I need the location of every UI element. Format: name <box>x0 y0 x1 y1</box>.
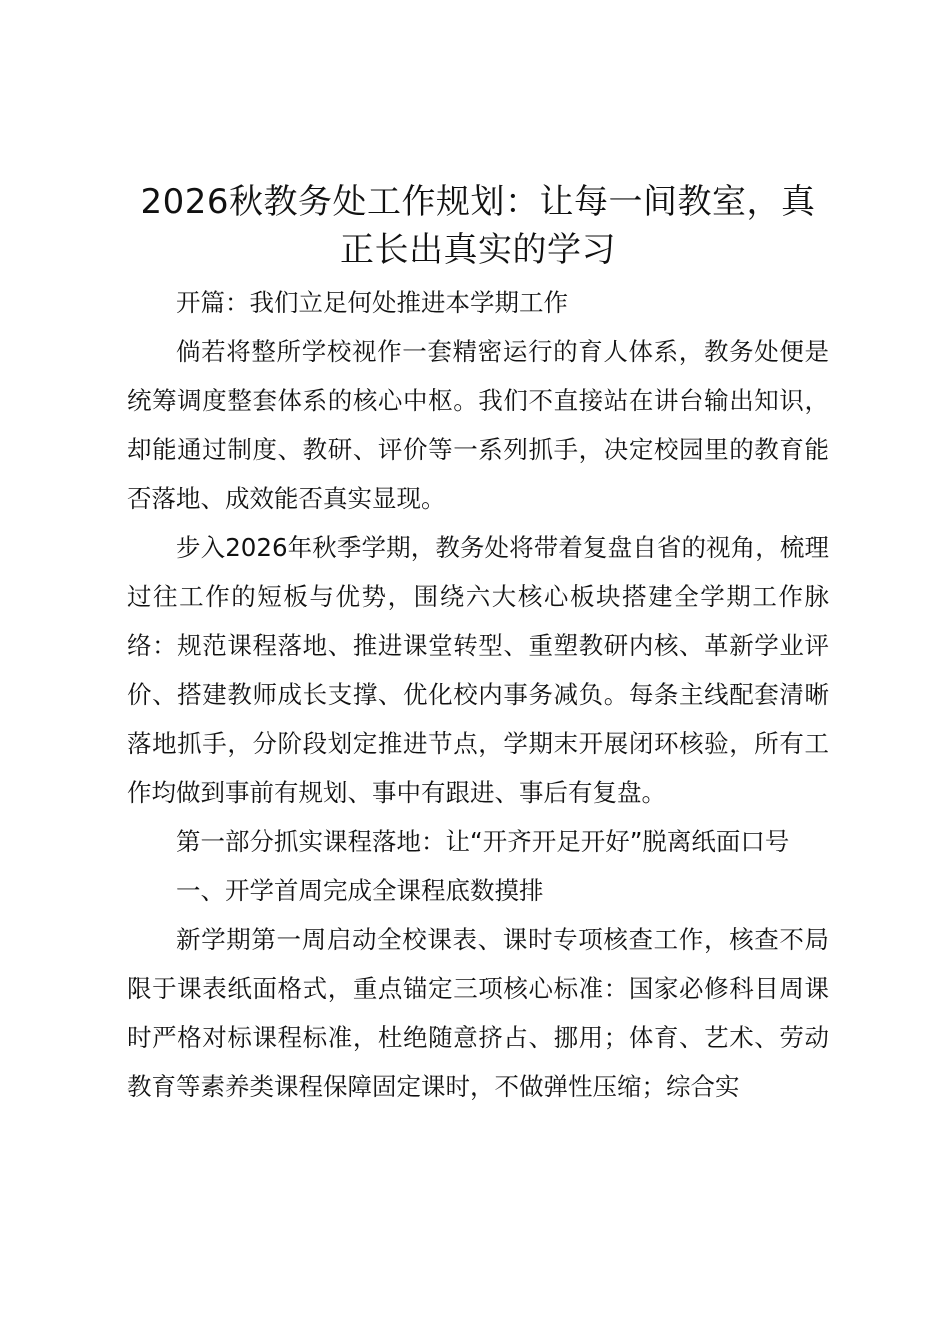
document-body <box>127 178 829 1111</box>
section-heading-opening: 开篇：我们立足何处推进本学期工作 <box>176 288 568 317</box>
document-title: 2026秋教务处工作规划：让每一间教室，真正长出真实的学习 <box>140 182 816 270</box>
subsection-heading: 一、开学首周完成全课程底数摸排 <box>176 876 544 905</box>
body-paragraph: 新学期第一周启动全校课表、课时专项核查工作，核查不局限于课表纸面格式，重点锚定三项核心标准：国家必修科目周课时严格对标课程标准，杜绝随意挤占、挪用；体育、艺术、劳动教育等素养类课程保障固定课时，不做弹性压缩；综合实 <box>127 925 829 1101</box>
body-paragraph: 倘若将整所学校视作一套精密运行的育人体系，教务处便是统筹调度整套体系的核心中枢。我们不直接站在讲台输出知识，却能通过制度、教研、评价等一系列抓手，决定校园里的教育能否落地、成效能否真实显现。 <box>127 337 829 513</box>
section-heading-part-one: 第一部分抓实课程落地：让“开齐开足开好”脱离纸面口号 <box>176 827 790 856</box>
body-paragraph: 步入2026年秋季学期，教务处将带着复盘自省的视角，梳理过往工作的短板与优势，围绕六大核心板块搭建全学期工作脉络：规范课程落地、推进课堂转型、重塑教研内核、革新学业评价、搭建教师成长支撑、优化校内事务减负。每条主线配套清晰落地抓手，分阶段划定推进节点，学期末开展闭环核验，所有工作均做到事前有规划、事中有跟进、事后有复盘。 <box>127 533 829 807</box>
